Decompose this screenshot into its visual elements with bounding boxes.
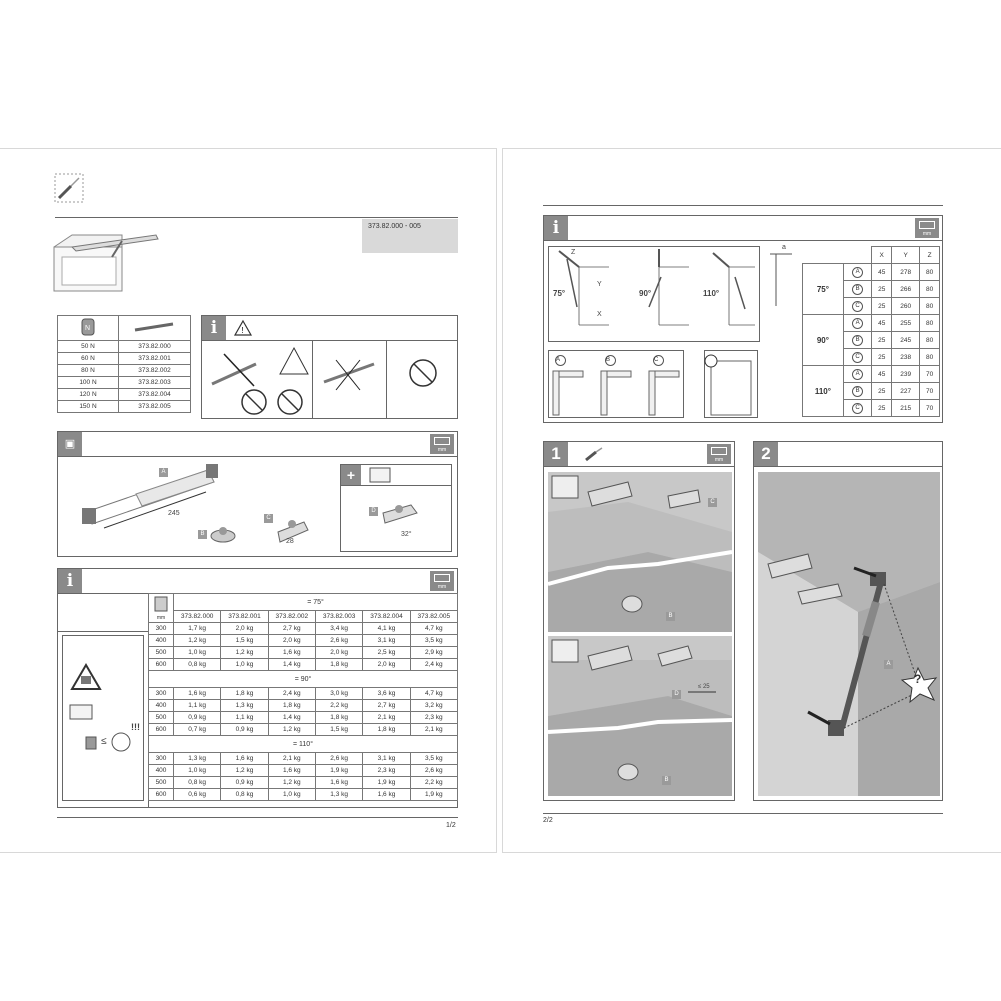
y-label: Y [597, 281, 602, 288]
load-table [148, 593, 458, 801]
a-label: a [782, 244, 786, 251]
safety-divider-1 [312, 340, 313, 418]
angle-diagrams-drawing [549, 247, 761, 343]
dim-value: 25 [872, 281, 892, 298]
dim-value: 80 [920, 332, 940, 349]
ruler-icon: mm [430, 434, 454, 454]
info-icon: i [202, 316, 226, 340]
article-code: 373.82.000 [119, 341, 191, 353]
pos-b: B [605, 355, 616, 366]
cabinet-small-icon [369, 467, 391, 483]
dim-pos-badge: A [852, 267, 863, 278]
load-value: 0,9 kg [221, 724, 268, 736]
p2-ruler-icon: mm [915, 218, 939, 238]
dim-pos [843, 400, 872, 417]
pos-a: A [555, 355, 566, 366]
load-value: 1,0 kg [268, 789, 315, 801]
plus-icon: + [341, 465, 361, 485]
load-value: 2,9 kg [410, 647, 457, 659]
load-value: 3,5 kg [410, 753, 457, 765]
label-a: A [159, 468, 168, 477]
screwdriver-icon-2 [584, 446, 604, 462]
force-table [57, 315, 191, 413]
safety-bar [202, 316, 457, 341]
height-value: 600 [149, 659, 174, 671]
load-value: 0,8 kg [221, 789, 268, 801]
load-value: 2,1 kg [410, 724, 457, 736]
cabinet-side-drawing [705, 351, 759, 419]
load-value: 2,7 kg [268, 623, 315, 635]
load-info-icon: i [58, 569, 82, 593]
screwdriver-icon [55, 174, 85, 204]
load-value: 1,6 kg [221, 753, 268, 765]
dimension-table [802, 246, 940, 417]
dim-pos [843, 264, 872, 281]
article-code: 373.82.001 [119, 353, 191, 365]
page-number-2: 2/2 [543, 817, 553, 824]
article-code: 373.82.002 [119, 365, 191, 377]
step-1-section [543, 441, 735, 801]
load-row [149, 724, 458, 736]
dim-value: 278 [892, 264, 920, 281]
step-2-bar [754, 442, 942, 467]
pos-c: C [653, 355, 664, 366]
load-table-wrap [148, 593, 458, 801]
left-panel-rule [58, 631, 148, 632]
load-value: 1,6 kg [268, 647, 315, 659]
load-value: 1,2 kg [268, 724, 315, 736]
load-bar [58, 569, 457, 594]
step-1-bottom-drawing [548, 636, 732, 796]
dim-row [803, 315, 940, 332]
load-value: 0,9 kg [221, 777, 268, 789]
step-2-section [753, 441, 943, 801]
load-value: 2,5 kg [363, 647, 410, 659]
force-value: 80 N [58, 365, 119, 377]
dim-value: 70 [920, 366, 940, 383]
code-header: 373.82.000 [174, 611, 221, 623]
load-value: 1,3 kg [315, 789, 362, 801]
dim-pos-badge: A [852, 369, 863, 380]
length-245: 245 [168, 510, 180, 517]
load-value: 1,8 kg [363, 724, 410, 736]
page-1 [0, 148, 497, 853]
load-row [149, 659, 458, 671]
p2-header-rule [543, 205, 943, 206]
dim-pos-badge: C [852, 301, 863, 312]
force-row [58, 377, 191, 389]
height-value: 300 [149, 688, 174, 700]
article-range: 373.82.000 - 005 [368, 223, 421, 230]
load-value: 3,1 kg [363, 753, 410, 765]
dim-value: 70 [920, 400, 940, 417]
load-row [149, 777, 458, 789]
load-value: 2,2 kg [410, 777, 457, 789]
warning-icon [234, 320, 252, 336]
load-value: 1,2 kg [174, 635, 221, 647]
page-number-1: 1/2 [446, 822, 456, 829]
load-value: 0,8 kg [174, 659, 221, 671]
p2-info-icon: i [544, 216, 568, 240]
dim-value: 245 [892, 332, 920, 349]
load-value: 0,7 kg [174, 724, 221, 736]
article-range-box [362, 219, 458, 253]
strut-icon-cell [119, 316, 191, 341]
dim-value: 227 [892, 383, 920, 400]
lift-warning-icon [71, 664, 101, 690]
height-value: 500 [149, 777, 174, 789]
box-icon: ▣ [58, 432, 82, 456]
load-value: 1,0 kg [221, 659, 268, 671]
article-code: 373.82.004 [119, 389, 191, 401]
dim-value: 266 [892, 281, 920, 298]
dim-pos [843, 281, 872, 298]
dim-value: 80 [920, 298, 940, 315]
dim-value: 70 [920, 383, 940, 400]
angle-label: = 75° [307, 598, 324, 606]
height-value: 600 [149, 789, 174, 801]
dim-value: 25 [872, 383, 892, 400]
dim-angle: 90° [803, 315, 844, 366]
force-value: 120 N [58, 389, 119, 401]
dim-pos-badge: B [852, 386, 863, 397]
dim-pos-badge: B [852, 284, 863, 295]
load-value: 2,4 kg [410, 659, 457, 671]
load-value: 1,6 kg [315, 777, 362, 789]
label-d: D [369, 507, 378, 516]
dim-value: 80 [920, 349, 940, 366]
step-2-label-a: A [884, 660, 893, 669]
dim-pos-badge: C [852, 352, 863, 363]
dimension-a-drawing [766, 250, 796, 310]
load-value: 2,4 kg [268, 688, 315, 700]
code-header: 373.82.005 [410, 611, 457, 623]
height-value: 300 [149, 753, 174, 765]
force-row [58, 389, 191, 401]
safety-section [201, 315, 458, 419]
step-1-bar [544, 442, 734, 467]
angle-32: 32° [401, 531, 412, 538]
dim-angle: 75° [803, 264, 844, 315]
dim-pos [843, 366, 872, 383]
less-equal: ≤ [101, 736, 107, 747]
no-disassemble-icon [206, 344, 310, 416]
dim-pos [843, 298, 872, 315]
mounting-bar [544, 216, 942, 241]
load-row [149, 753, 458, 765]
angle-90-label: 90° [639, 289, 652, 298]
load-value: 2,2 kg [315, 700, 362, 712]
height-value: 600 [149, 724, 174, 736]
mm-icon-cell [149, 594, 174, 623]
load-row [149, 688, 458, 700]
no-crush-icon [320, 356, 380, 396]
step-1-label-c: C [708, 498, 717, 507]
load-value: 1,9 kg [315, 765, 362, 777]
load-value: 2,0 kg [268, 635, 315, 647]
load-section [57, 568, 458, 808]
load-value: 1,8 kg [315, 659, 362, 671]
z-label: Z [571, 249, 576, 256]
spring-icon [81, 318, 95, 336]
load-value: 2,0 kg [315, 647, 362, 659]
article-code: 373.82.005 [119, 401, 191, 413]
load-value: 1,3 kg [174, 753, 221, 765]
dim-value: 45 [872, 315, 892, 332]
load-value: 0,9 kg [174, 712, 221, 724]
load-value: 1,4 kg [268, 712, 315, 724]
force-value: 100 N [58, 377, 119, 389]
load-value: 1,8 kg [221, 688, 268, 700]
less-25: ≤ 25 [698, 684, 710, 690]
load-row [149, 789, 458, 801]
dim-pos-badge: C [852, 403, 863, 414]
load-value: 2,1 kg [268, 753, 315, 765]
dim-value: 215 [892, 400, 920, 417]
gas-strut-icon [133, 322, 177, 332]
dim-value: 80 [920, 264, 940, 281]
load-value: 4,1 kg [363, 623, 410, 635]
load-value: 1,3 kg [221, 700, 268, 712]
angle-header-1 [149, 671, 458, 688]
load-value: 1,2 kg [221, 765, 268, 777]
load-value: 2,6 kg [315, 753, 362, 765]
dim-value: 25 [872, 298, 892, 315]
load-ruler-icon: mm [430, 571, 454, 591]
load-value: 2,6 kg [315, 635, 362, 647]
dim-header: X [872, 247, 892, 264]
load-value: 1,4 kg [268, 659, 315, 671]
dim-value: 25 [872, 332, 892, 349]
dim-header: Y [892, 247, 920, 264]
code-header: 373.82.002 [268, 611, 315, 623]
angle-header-0 [174, 594, 458, 611]
dim-value: 80 [920, 315, 940, 332]
dim-value: 25 [872, 349, 892, 366]
exclaim: !!! [131, 722, 140, 732]
safety-divider-2 [386, 340, 387, 418]
angle-diagrams [548, 246, 760, 342]
load-value: 4,7 kg [410, 688, 457, 700]
position-diagrams [548, 350, 684, 418]
step-1-top-drawing [548, 472, 732, 632]
load-row [149, 623, 458, 635]
article-code: 373.82.003 [119, 377, 191, 389]
force-value: 50 N [58, 341, 119, 353]
load-value: 1,8 kg [268, 700, 315, 712]
load-row [149, 712, 458, 724]
force-row [58, 353, 191, 365]
mm-label: mm [156, 614, 166, 621]
cabinet-weight-icon [69, 704, 93, 720]
code-header: 373.82.004 [363, 611, 410, 623]
dim-row [803, 366, 940, 383]
dim-value: 45 [872, 264, 892, 281]
dim-corner [803, 247, 872, 264]
load-value: 1,6 kg [363, 789, 410, 801]
height-value: 400 [149, 700, 174, 712]
load-value: 1,2 kg [268, 777, 315, 789]
cabinet-illustration [52, 233, 162, 295]
dim-pos [843, 332, 872, 349]
load-value: 3,2 kg [410, 700, 457, 712]
dim-pos [843, 383, 872, 400]
label-b: B [198, 530, 207, 539]
dim-value: 239 [892, 366, 920, 383]
dim-value: 238 [892, 349, 920, 366]
load-value: 1,9 kg [363, 777, 410, 789]
load-value: 1,1 kg [174, 700, 221, 712]
load-row [149, 765, 458, 777]
load-value: 1,6 kg [174, 688, 221, 700]
cabinet-side-diagram [704, 350, 758, 418]
load-value: 3,6 kg [363, 688, 410, 700]
load-value: 3,1 kg [363, 635, 410, 647]
footer-rule [57, 817, 458, 818]
no-heat-icon [408, 358, 438, 388]
weight-warning [62, 635, 144, 801]
dim-value: 80 [920, 281, 940, 298]
step-2-number: 2 [754, 442, 778, 466]
dim-header: Z [920, 247, 940, 264]
mounting-section [543, 215, 943, 423]
load-value: 3,5 kg [410, 635, 457, 647]
load-value: 1,8 kg [315, 712, 362, 724]
load-value: 1,2 kg [221, 647, 268, 659]
step-1-label-b2: B [662, 776, 671, 785]
svg-text:!: ! [241, 326, 244, 335]
load-value: 2,3 kg [410, 712, 457, 724]
load-value: 2,0 kg [221, 623, 268, 635]
dim-value: 260 [892, 298, 920, 315]
height-value: 400 [149, 765, 174, 777]
load-value: 1,5 kg [315, 724, 362, 736]
dim-value: 25 [872, 400, 892, 417]
load-value: 1,0 kg [174, 765, 221, 777]
dim-row [803, 264, 940, 281]
dim-pos [843, 315, 872, 332]
load-value: 0,8 kg [174, 777, 221, 789]
load-row [149, 635, 458, 647]
height-value: 500 [149, 647, 174, 659]
dim-value: 255 [892, 315, 920, 332]
angle-75-label: 75° [553, 289, 566, 298]
load-value: 2,0 kg [363, 659, 410, 671]
load-value: 0,6 kg [174, 789, 221, 801]
extra-part-box [340, 464, 452, 552]
svg-text:N: N [85, 325, 91, 332]
spring-icon-cell [58, 316, 119, 341]
force-row [58, 365, 191, 377]
angle-label: = 110° [293, 740, 313, 748]
step-2-image [758, 472, 940, 796]
step-1-label-d: D [672, 690, 681, 699]
parts-bar [58, 432, 457, 457]
dim-pos [843, 349, 872, 366]
load-value: 1,5 kg [221, 635, 268, 647]
dim-value: 45 [872, 366, 892, 383]
step-1-number: 1 [544, 442, 568, 466]
p2-footer-rule [543, 813, 943, 814]
load-value: 2,6 kg [410, 765, 457, 777]
kg-icon [85, 736, 97, 750]
load-row [149, 647, 458, 659]
dim-pos-badge: A [852, 318, 863, 329]
step-1-image-top [548, 472, 732, 632]
step-1-ruler-icon: mm [707, 444, 731, 464]
dim-angle: 110° [803, 366, 844, 417]
load-value: 2,1 kg [363, 712, 410, 724]
angle-110-label: 110° [703, 289, 720, 298]
label-c: C [264, 514, 273, 523]
mount-d [381, 501, 421, 531]
length-28: 28 [286, 538, 294, 545]
x-label: X [597, 311, 602, 318]
gas-strut-drawing [76, 462, 236, 532]
height-icon [153, 596, 169, 612]
question-mark: ? [914, 672, 922, 686]
force-row [58, 401, 191, 413]
step-1-label-b: B [666, 612, 675, 621]
mount-c [276, 516, 312, 546]
extra-bar [341, 465, 451, 486]
angle-label: = 90° [294, 675, 312, 683]
load-value: 1,0 kg [174, 647, 221, 659]
load-row [149, 700, 458, 712]
code-header: 373.82.003 [315, 611, 362, 623]
page-2 [502, 148, 1001, 853]
force-value: 150 N [58, 401, 119, 413]
step-1-image-bottom [548, 636, 732, 796]
load-value: 1,9 kg [410, 789, 457, 801]
load-value: 2,3 kg [363, 765, 410, 777]
load-value: 1,1 kg [221, 712, 268, 724]
load-value: 4,7 kg [410, 623, 457, 635]
height-value: 500 [149, 712, 174, 724]
load-value: 1,6 kg [268, 765, 315, 777]
step-2-drawing [758, 472, 940, 796]
code-header: 373.82.001 [221, 611, 268, 623]
load-value: 2,7 kg [363, 700, 410, 712]
force-row [58, 341, 191, 353]
load-value: 3,0 kg [315, 688, 362, 700]
header-rule [55, 217, 458, 218]
kg-max-icon [111, 732, 131, 752]
height-value: 300 [149, 623, 174, 635]
height-value: 400 [149, 635, 174, 647]
force-value: 60 N [58, 353, 119, 365]
load-value: 1,7 kg [174, 623, 221, 635]
parts-section [57, 431, 458, 557]
dim-pos-badge: B [852, 335, 863, 346]
mount-b [208, 524, 238, 544]
angle-header-2 [149, 736, 458, 753]
load-value: 3,4 kg [315, 623, 362, 635]
position-drawing [549, 351, 685, 419]
